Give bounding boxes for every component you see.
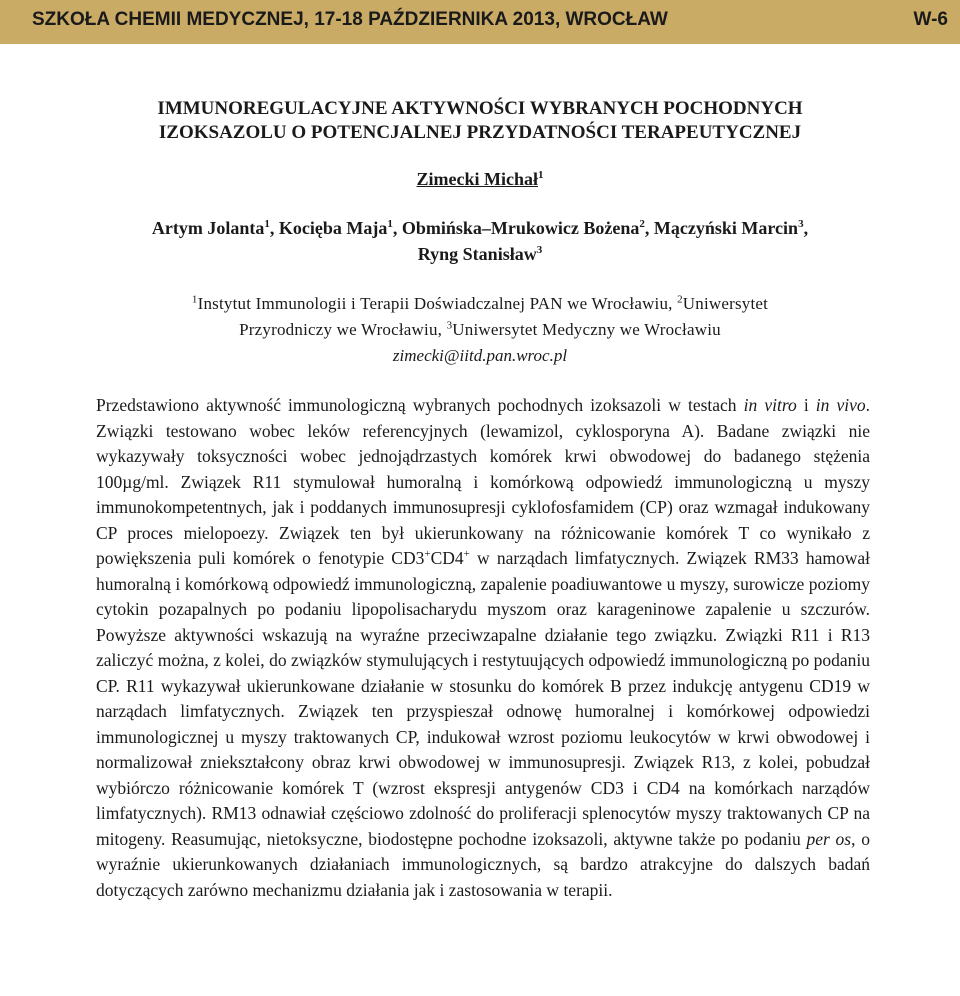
author-name: Artym Jolanta	[151, 218, 265, 238]
abstract-text: w narządach limfatycznych. Związek RM33 hamował humoralną i komórkową odpowiedź immunologiczną, zapalenie poadiuwantowe u myszy, surowicze poziomy cytokin pozapalnych po podaniu lipopolisacharydu myszom oraz karageninowe zapalenie u szczurów. Powyższe aktywności wskazują na wyraźne przeciwzapalne działanie tego związku. Związki R11 i R13 zaliczyć można, z kolei, do związków stymulujących i restytuujących odpowiedź immunologiczną po podaniu CP. R11 wykazywał ukierunkowane działanie w stosunku do komórek B przez indukcję antygenu CD19 w narządach limfatycznych. Związek ten przyspieszał odnowę humoralnej i komórkowej odpowiedzi immunologicznej u myszy traktowanych CP, indukował wzrost poziomu leukocytów w krwi obwodowej i normalizował zniekształcony obraz krwi obwodowej w immunosupresji. Związek R13, z kolei, pobudzał wybiórczo różnicowanie komórek T (wzrost ekspresji antygenów CD3 i CD4 na komórkach narządów limfatycznych). RM13 odnawiał częściowo zdolność do proliferacji splenocytów myszy traktowanych CP na mitogeny. Reasumując, nietoksyczne, biodostępne pochodne izoksazoli, aktywne także po podaniu	[96, 548, 870, 849]
author-affiliation-mark: 3	[798, 218, 804, 230]
author-affiliation-mark: 2	[639, 218, 645, 230]
author-affiliation-mark: 1	[387, 218, 393, 230]
author-name: Ryng Stanisław	[417, 244, 537, 264]
author-separator: ,	[644, 218, 654, 238]
affiliation-mark: 3	[446, 319, 453, 332]
conference-header-bar	[0, 0, 960, 44]
affiliation-mark: 1	[191, 293, 198, 306]
abstract-text: i	[796, 395, 816, 415]
author-separator: ,	[392, 218, 402, 238]
author-name: Mączyński Marcin	[653, 218, 799, 238]
affiliation-text: Instytut Immunologii i Terapii Doświadczalnej PAN we Wrocławiu,	[197, 294, 678, 313]
abstract-text: CD4	[430, 548, 464, 568]
affiliation-text: Uniwersytet	[682, 294, 769, 313]
abstract-text: Przedstawiono aktywność immunologiczną wybranych pochodnych izoksazoli w testach	[96, 395, 744, 415]
abstract-italic-term: in vivo	[815, 395, 866, 415]
superscript-plus: +	[463, 548, 470, 561]
affiliations-line-2	[0, 316, 960, 344]
abstract-text: , o wyraźnie ukierunkowanych działaniach immunologicznych, są bardzo atrakcyjne do dalszych badań dotyczących zarówno mechanizmu działania jak i zastosowania w terapii.	[96, 828, 870, 900]
superscript-plus: +	[424, 548, 431, 561]
abstract-italic-term: per os	[806, 828, 852, 849]
presenter-name: Zimecki Michał	[416, 169, 538, 189]
presenter-affiliation-mark: 1	[537, 169, 544, 181]
abstract-body	[96, 393, 870, 903]
abstract-title-line-2: IZOKSAZOLU O POTENCJALNEJ PRZYDATNOŚCI TERAPEUTYCZNEJ	[158, 122, 802, 143]
author-list-line-2	[0, 244, 960, 265]
affiliation-mark: 2	[677, 293, 683, 306]
affiliation-text: Uniwersytet Medyczny we Wrocławiu	[452, 320, 721, 339]
affiliation-text: Przyrodniczy we Wrocławiu,	[239, 320, 447, 339]
abstract-italic-term: in vitro	[743, 395, 797, 415]
abstract-code: W-6	[913, 9, 948, 30]
abstract-text: . Związki testowano wobec leków referencyjnych (lewamizol, cyklosporyna A). Badane związki nie wykazywały toksyczności wobec jednojądrzastych komórek krwi obwodowej do badanego stężenia 100µg/ml. Związek R11 stymulował humoralną i komórkową odpowiedź immunologiczną u myszy immunokompetentnych, jak i poddanych immunosupresji cyklofosfamidem (CP) oraz wzmagał indukowany CP proces mielopoezy. Związek ten był ukierunkowany na różnicowanie komórek T co wynikało z powiększenia puli komórek o fenotypie CD3	[96, 395, 871, 568]
author-affiliation-mark: 3	[536, 244, 543, 256]
affiliations-line-1	[0, 290, 960, 318]
abstract-title-line-1: IMMUNOREGULACYJNE AKTYWNOŚCI WYBRANYCH POCHODNYCH	[157, 98, 803, 119]
conference-title: SZKOŁA CHEMII MEDYCZNEJ, 17-18 PAŹDZIERNIKA 2013, WROCŁAW	[32, 9, 668, 30]
author-separator: ,	[803, 218, 809, 238]
presenting-author	[0, 169, 960, 190]
contact-email[interactable]: zimecki@iitd.pan.wroc.pl	[392, 346, 568, 365]
author-affiliation-mark: 1	[264, 218, 270, 230]
author-list-line-1	[0, 218, 960, 239]
author-separator: ,	[269, 218, 279, 238]
author-name: Obmińska–Mrukowicz Bożena	[401, 218, 640, 238]
author-name: Kocięba Maja	[278, 218, 388, 238]
